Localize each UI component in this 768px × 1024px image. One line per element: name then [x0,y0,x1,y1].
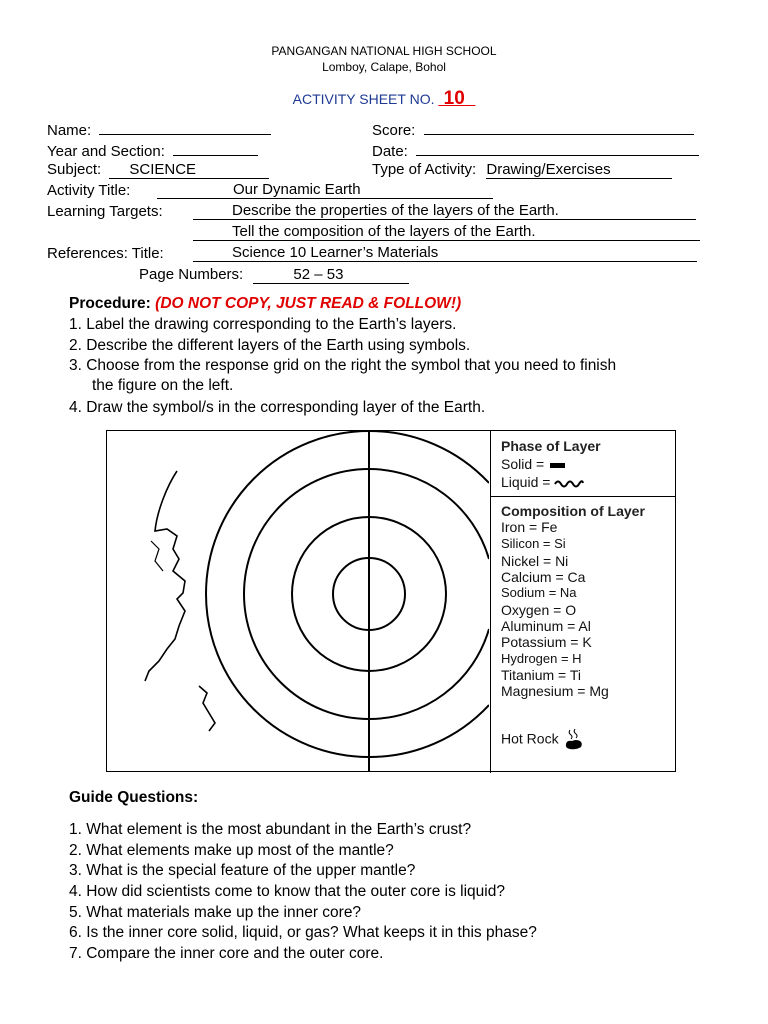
sheet-label: ACTIVITY SHEET NO. [292,91,435,107]
procedure-label: Procedure: [69,295,151,312]
element-aluminum[interactable]: Aluminum = Al [501,618,591,634]
score-field [372,120,694,139]
learning-target-2[interactable]: Tell the composition of the layers of the Earth. [193,224,700,241]
page-numbers-label: Page Numbers: [139,266,244,283]
liquid-wave-icon [554,478,584,488]
learning-targets-label: Learning Targets: [47,203,163,220]
procedure-heading [69,295,461,313]
legend-solid[interactable] [501,456,565,472]
legend-hot-rock[interactable] [501,728,584,752]
score-label: Score: [372,122,416,139]
element-oxygen[interactable]: Oxygen = O [501,602,577,618]
guide-questions-heading: Guide Questions: [69,789,199,806]
name-input-line[interactable] [99,120,271,135]
solid-symbol-icon [550,463,565,468]
guide-question: 7. Compare the inner core and the outer core. [69,945,384,962]
procedure-step: 4. Draw the symbol/s in the corresponding layer of the Earth. [69,399,486,416]
references-label: References: Title: [47,245,164,262]
composition-heading: Composition of Layer [501,503,645,519]
earth-layers-figure [106,430,676,772]
name-field [47,120,271,139]
subject-value[interactable]: SCIENCE [109,162,269,179]
procedure-note: (DO NOT COPY, JUST READ & FOLLOW!) [155,295,462,312]
element-magnesium[interactable]: Magnesium = Mg [501,683,609,699]
procedure-step: 2. Describe the different layers of the Earth using symbols. [69,337,471,354]
legend-liquid[interactable] [501,474,584,490]
date-field [372,141,699,160]
hot-rock-label: Hot Rock [501,730,559,747]
element-sodium[interactable]: Sodium = Na [501,585,577,600]
phase-heading: Phase of Layer [501,438,601,454]
element-nickel[interactable]: Nickel = Ni [501,553,569,569]
earth-cross-section-drawing[interactable] [107,431,489,771]
element-hydrogen[interactable]: Hydrogen = H [501,651,582,666]
activity-type-field [372,161,672,179]
element-iron[interactable]: Iron = Fe [501,519,558,535]
school-name: PANGANGAN NATIONAL HIGH SCHOOL [271,44,497,58]
page-numbers-field [139,266,409,284]
year-section-label: Year and Section: [47,143,165,160]
activity-title-value[interactable]: Our Dynamic Earth [157,182,493,199]
guide-question: 6. Is the inner core solid, liquid, or gas? What keeps it in this phase? [69,924,537,941]
date-input-line[interactable] [416,141,699,156]
sheet-number: 10 [443,88,465,109]
element-potassium[interactable]: Potassium = K [501,634,592,650]
guide-question: 1. What element is the most abundant in the Earth’s crust? [69,821,472,838]
references-value[interactable]: Science 10 Learner’s Materials [193,245,697,262]
element-silicon[interactable]: Silicon = Si [501,536,566,551]
activity-type-label: Type of Activity: [372,161,477,178]
activity-sheet-title [0,88,768,110]
solid-label: Solid = [501,456,545,472]
activity-title-label: Activity Title: [47,182,131,199]
hot-rock-icon [564,728,584,752]
references-field [47,245,164,262]
guide-question: 5. What materials make up the inner core? [69,904,362,921]
year-section-input-line[interactable] [173,141,258,156]
learning-targets-field [47,203,163,220]
page-numbers-value[interactable]: 52 – 53 [253,267,409,284]
subject-label: Subject: [47,161,102,178]
procedure-step: 1. Label the drawing corresponding to the Earth’s layers. [69,316,457,333]
school-address: Lomboy, Calape, Bohol [322,60,446,74]
guide-question: 4. How did scientists come to know that the outer core is liquid? [69,883,505,900]
activity-title-field [47,181,361,199]
year-section-field [47,141,258,160]
response-grid-legend [490,431,677,773]
element-calcium[interactable]: Calcium = Ca [501,569,586,585]
procedure-step-continued: the figure on the left. [92,377,234,394]
guide-question: 2. What elements make up most of the mantle? [69,842,394,859]
learning-target-1[interactable]: Describe the properties of the layers of the Earth. [193,203,696,220]
name-label: Name: [47,122,92,139]
guide-question: 3. What is the special feature of the upper mantle? [69,862,416,879]
score-input-line[interactable] [424,120,694,135]
liquid-label: Liquid = [501,474,551,490]
subject-field [47,161,269,179]
procedure-step: 3. Choose from the response grid on the right the symbol that you need to finish [69,357,617,374]
activity-type-value[interactable]: Drawing/Exercises [486,162,672,179]
date-label: Date: [372,143,408,160]
element-titanium[interactable]: Titanium = Ti [501,667,582,683]
legend-divider [491,496,676,497]
